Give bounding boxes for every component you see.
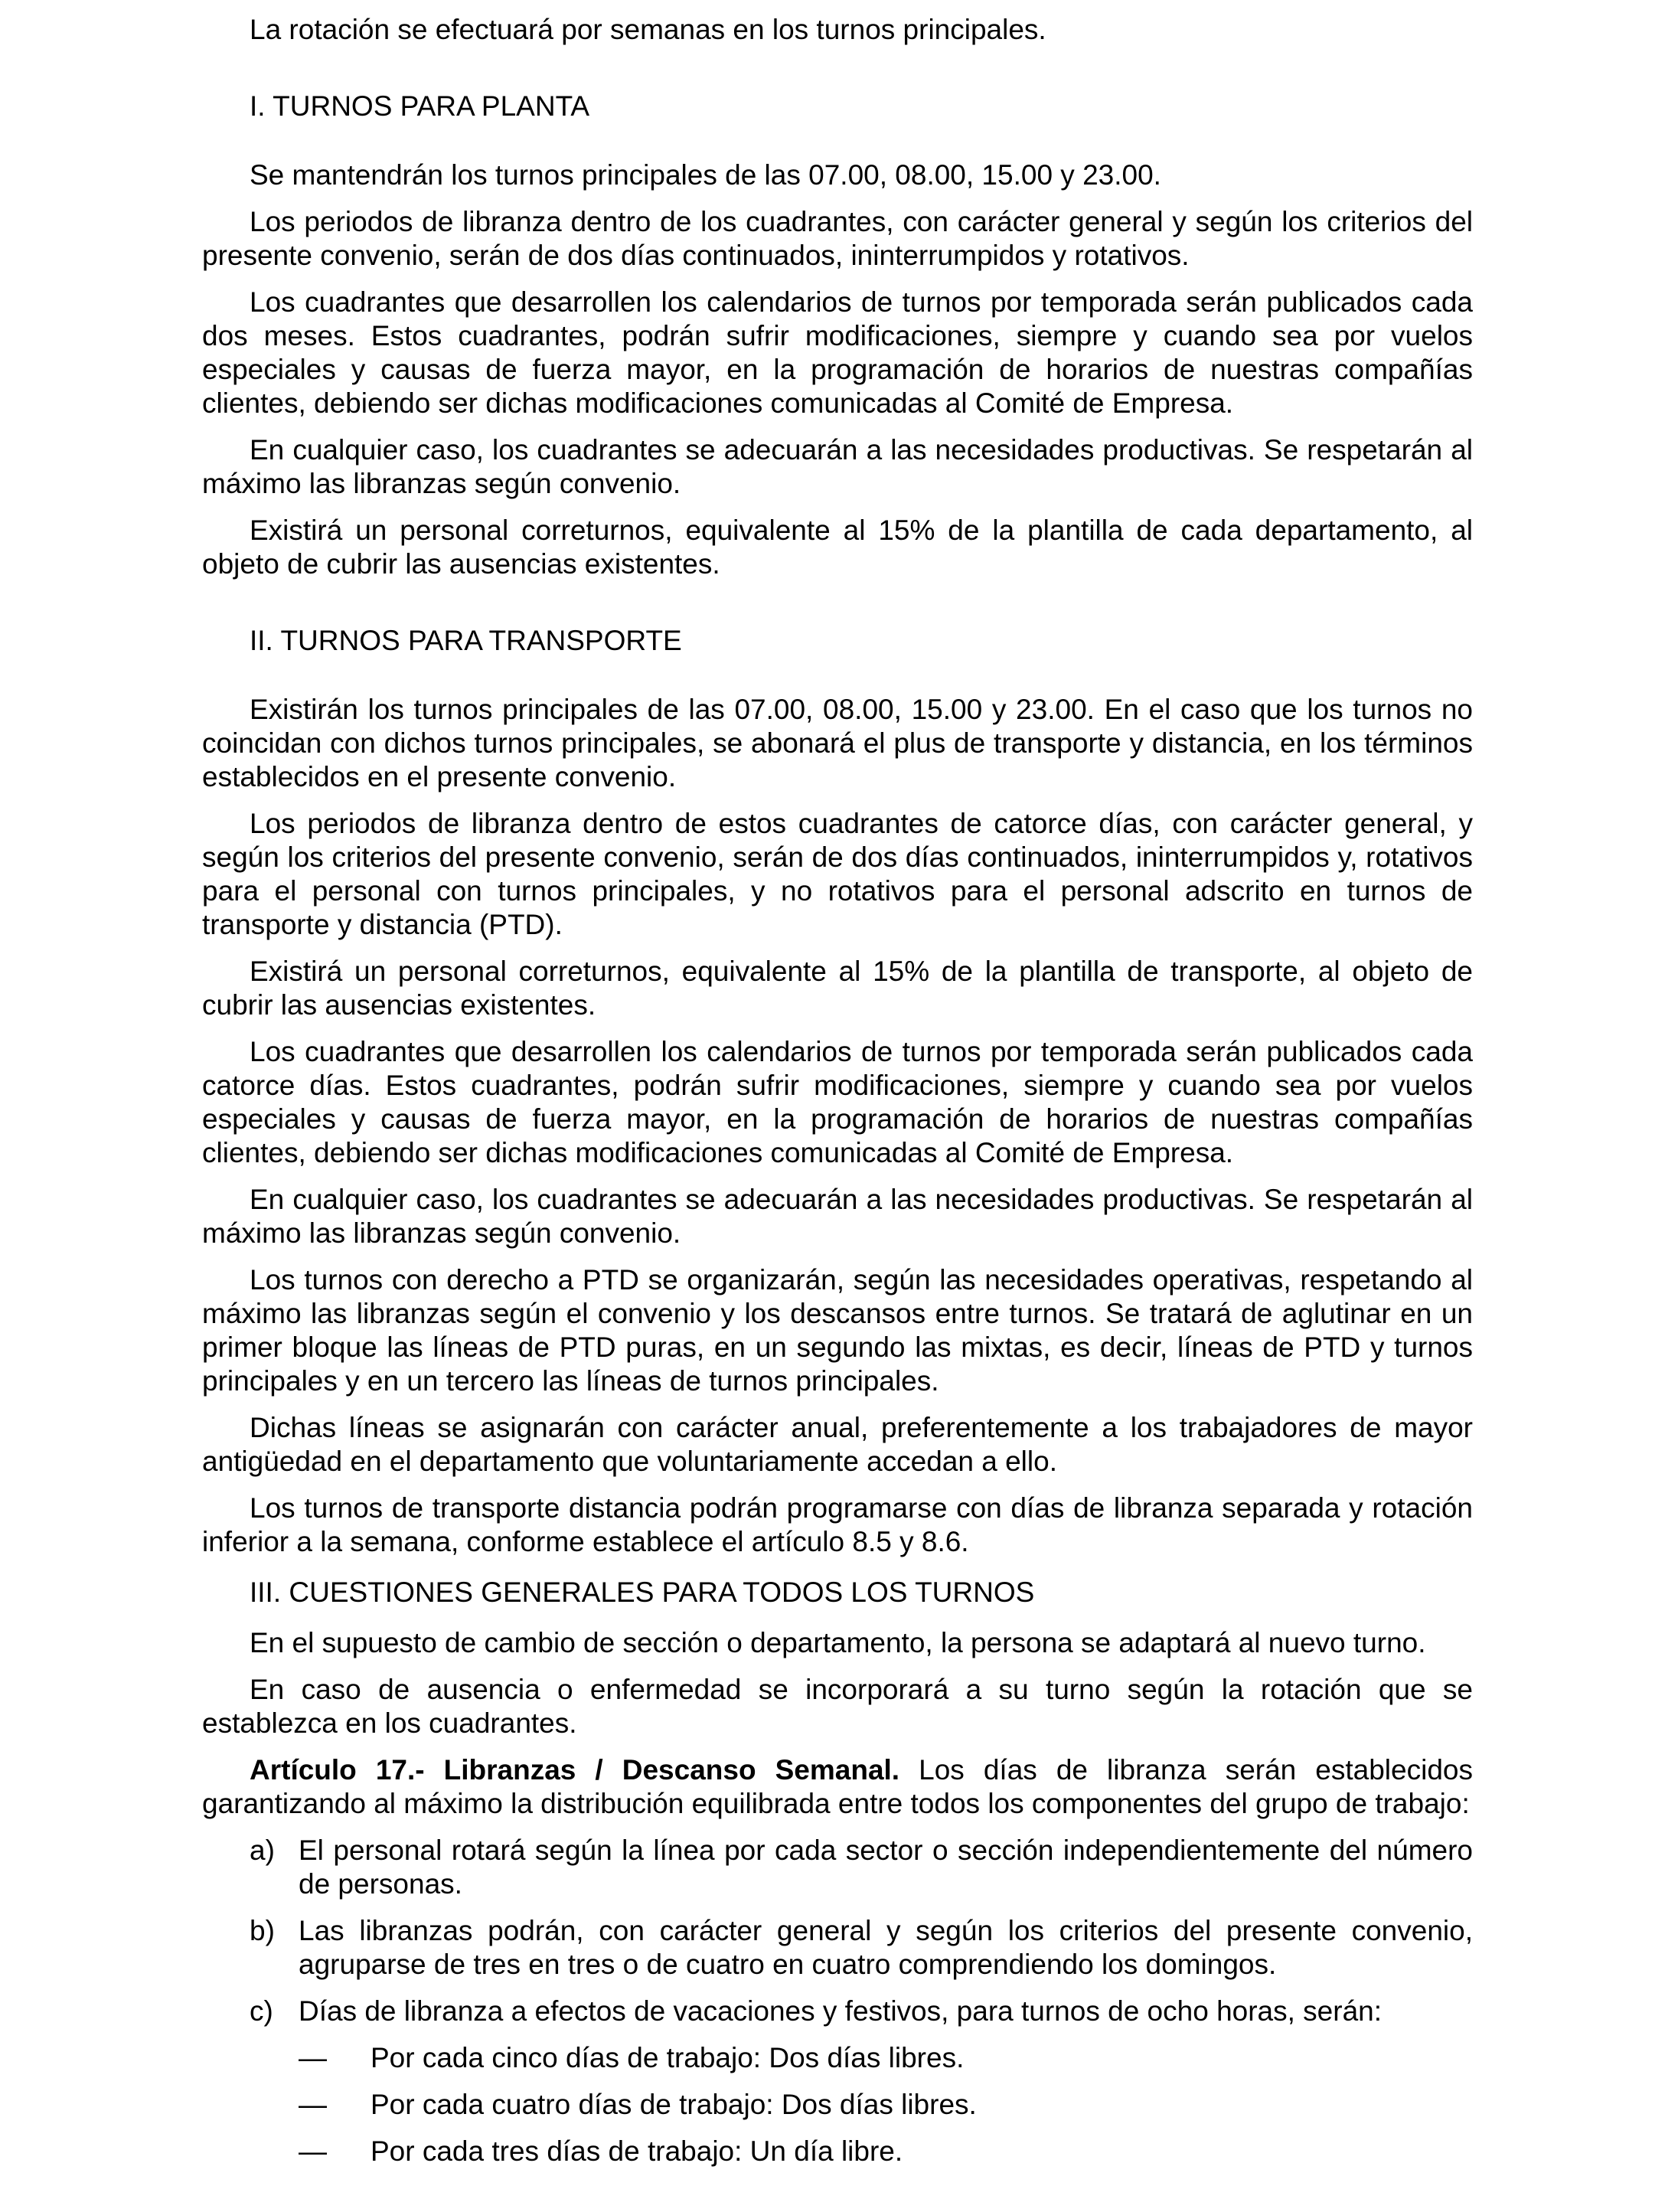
paragraph-periodos-libranza: Los periodos de libranza dentro de los cuadrantes, con carácter general y según los criterios del presente convenio, serán de dos días continuados, ininterrumpidos y rotativos. <box>202 206 1473 271</box>
list-text-c: Días de libranza a efectos de vacaciones y festivos, para turnos de ocho horas, serán: <box>299 1995 1383 2027</box>
articulo-17-title: Artículo 17.- Libranzas / Descanso Semanal. <box>250 1754 900 1786</box>
paragraph-transporte-distancia: Los turnos de transporte distancia podrán programarse con días de libranza separada y rotación inferior a la semana, conforme establece el artículo 8.5 y 8.6. <box>202 1492 1473 1557</box>
list-marker-a: a) <box>250 1835 275 1866</box>
section-heading-cuestiones-generales: III. CUESTIONES GENERALES PARA TODOS LOS TURNOS <box>250 1576 1035 1608</box>
paragraph-ausencia-enfermedad: En caso de ausencia o enfermedad se incorporará a su turno según la rotación que se establezca en los cuadrantes. <box>202 1674 1473 1739</box>
document-page <box>0 13 1678 2212</box>
dash-item-tres-dias <box>202 2135 1473 2168</box>
list-item-b <box>202 1914 1473 1982</box>
paragraph-correturnos-departamento: Existirá un personal correturnos, equivalente al 15% de la plantilla de cada departamento, al objeto de cubrir las ausencias existentes. <box>202 515 1473 580</box>
paragraph-correturnos-transporte: Existirá un personal correturnos, equivalente al 15% de la plantilla de transporte, al objeto de cubrir las ausencias existentes. <box>202 956 1473 1021</box>
dash-icon: — <box>299 2042 327 2073</box>
paragraph-turnos-ptd: Los turnos con derecho a PTD se organizarán, según las necesidades operativas, respetando al máximo las libranzas según el convenio y los descansos entre turnos. Se tratará de aglutinar en un primer bloque las líneas de PTD puras, en un segundo las mixtas, es decir, líneas de PTD y turnos principales y en un tercero las líneas de turnos principales. <box>202 1264 1473 1397</box>
list-item-c <box>202 1995 1473 2028</box>
list-text-b: Las libranzas podrán, con carácter general y según los criterios del presente convenio, agruparse de tres en tres o de cuatro en cuatro comprendiendo los domingos. <box>299 1915 1473 1980</box>
paragraph-articulo-17 <box>202 1753 1473 1821</box>
dash-item-cuatro-dias <box>202 2088 1473 2122</box>
paragraph-turnos-principales: Se mantendrán los turnos principales de las 07.00, 08.00, 15.00 y 23.00. <box>250 159 1161 191</box>
list-marker-c: c) <box>250 1995 273 2027</box>
dash-text-cuatro-dias: Por cada cuatro días de trabajo: Dos días libres. <box>371 2089 977 2120</box>
section-heading-turnos-transporte: II. TURNOS PARA TRANSPORTE <box>250 625 682 656</box>
dash-item-cinco-dias <box>202 2041 1473 2075</box>
paragraph-cuadrantes-dos-meses: Los cuadrantes que desarrollen los calendarios de turnos por temporada serán publicados cada dos meses. Estos cuadrantes, podrán sufrir modificaciones, siempre y cuando sea por vuelos especiales y causas de fuerza mayor, en la programación de horarios de nuestras compañías clientes, debiendo ser dichas modificaciones comunicadas al Comité de Empresa. <box>202 286 1473 419</box>
section-heading-turnos-planta: I. TURNOS PARA PLANTA <box>250 90 590 122</box>
paragraph-cuadrantes-catorce-dias: Los cuadrantes que desarrollen los calendarios de turnos por temporada serán publicados cada catorce días. Estos cuadrantes, podrán sufrir modificaciones, siempre y cuando sea por vuelos especiales y causas de fuerza mayor, en la programación de horarios de nuestras compañías clientes, debiendo ser dichas modificaciones comunicadas al Comité de Empresa. <box>202 1036 1473 1168</box>
dash-text-tres-dias: Por cada tres días de trabajo: Un día libre. <box>371 2135 903 2167</box>
dash-icon: — <box>299 2135 327 2167</box>
list-marker-b: b) <box>250 1915 275 1946</box>
dash-icon: — <box>299 2089 327 2120</box>
list-text-a: El personal rotará según la línea por cada sector o sección independientemente del número de personas. <box>299 1835 1473 1900</box>
paragraph-necesidades-productivas-2: En cualquier caso, los cuadrantes se adecuarán a las necesidades productivas. Se respetarán al máximo las libranzas según convenio. <box>202 1184 1473 1249</box>
articulo-17-text: Los días de libranza serán establecidos garantizando al máximo la distribución equilibrada entre todos los componentes del grupo de trabajo: <box>202 1754 1473 1819</box>
paragraph-necesidades-productivas: En cualquier caso, los cuadrantes se adecuarán a las necesidades productivas. Se respetarán al máximo las libranzas según convenio. <box>202 434 1473 499</box>
list-item-a <box>202 1834 1473 1901</box>
paragraph-existiran-turnos: Existirán los turnos principales de las 07.00, 08.00, 15.00 y 23.00. En el caso que los turnos no coincidan con dichos turnos principales, se abonará el plus de transporte y distancia, en los términos establecidos en el presente convenio. <box>202 694 1473 792</box>
paragraph-rotacion: La rotación se efectuará por semanas en los turnos principales. <box>250 14 1046 45</box>
dash-text-cinco-dias: Por cada cinco días de trabajo: Dos días libres. <box>371 2042 965 2073</box>
paragraph-lineas-caracter-anual: Dichas líneas se asignarán con carácter anual, preferentemente a los trabajadores de mayor antigüedad en el departamento que voluntariamente accedan a ello. <box>202 1412 1473 1477</box>
paragraph-cambio-seccion: En el supuesto de cambio de sección o departamento, la persona se adaptará al nuevo turno. <box>250 1627 1426 1658</box>
paragraph-periodos-catorce-dias: Los periodos de libranza dentro de estos cuadrantes de catorce días, con carácter general, y según los criterios del presente convenio, serán de dos días continuados, ininterrumpidos y, rotativos para el personal con turnos principales, y no rotativos para el personal adscrito en turnos de transporte y distancia (PTD). <box>202 808 1473 940</box>
